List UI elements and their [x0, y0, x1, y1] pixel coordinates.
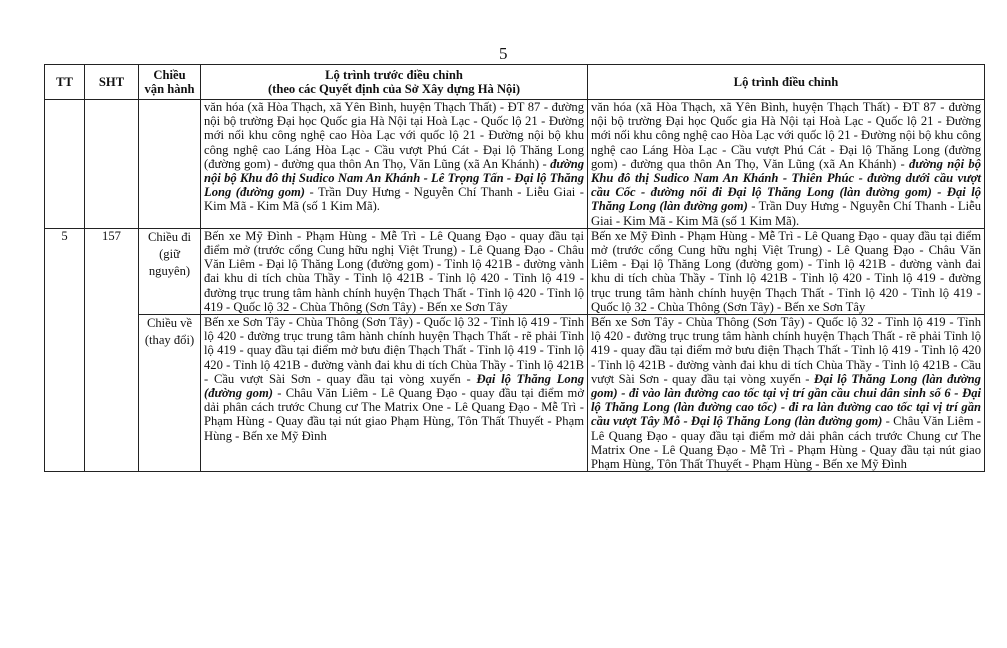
- cell-direction-return: [139, 315, 201, 472]
- header-route-before: [201, 65, 588, 100]
- direction-outbound-line2: (giữ: [159, 246, 180, 261]
- direction-outbound-line3: nguyên): [148, 263, 191, 278]
- cell-route-before: [201, 100, 588, 229]
- route-segment-changed: Đại lộ Thăng Long (đường gom): [204, 371, 585, 401]
- route-adjustment-table: [44, 64, 985, 472]
- route-segment-changed: đường nội bộ Khu đô thị Sudico Nam An Khánh - Thiên Phúc - đường dưới cầu vượt cầu Cốc - đường nối đi Đại lộ Thăng Long (làn đường gom) - Đại lộ Thăng Long (làn đường gom): [591, 156, 982, 214]
- route-segment: văn hóa (xã Hòa Thạch, xã Yên Bình, huyện Thạch Thất) - ĐT 87 - đường nội bộ trường Đại học Quốc gia Hà Nội tại Hoà Lạc - Quốc lộ 21 - Đường mới nối khu công nghệ cao Hòa Lạc với quốc lộ 21 - Đường nội bộ khu công nghệ cao Láng Hòa Lạc - Cầu vượt Phú Cát - Đại lộ Thăng Long (đường gom) - đường qua thôn An Thọ, Văn Lũng (xã An Khánh) -: [204, 100, 584, 171]
- header-route-before-line2: (theo các Quyết định của Sở Xây dựng Hà Nội): [267, 82, 521, 96]
- route-segment: Bến xe Sơn Tây - Chùa Thông (Sơn Tây) - Quốc lộ 32 - Tỉnh lộ 419 - Tỉnh lộ 420 - đường trục trung tâm hành chính huyện Thạch Thất - rẽ phải Tỉnh lộ 419 - quay đầu tại điểm mở bưu điện Thạch Thất - Tỉnh lộ 419 - Tỉnh lộ 420 - Tỉnh lộ 421B - đường vành đai khu di tích Chùa Thầy - Tỉnh lộ 421B - Cầu vượt Sài Sơn - quay đầu tại vòng xuyến -: [591, 315, 981, 386]
- header-direction-line2: vận hành: [144, 82, 195, 96]
- header-sht: SHT: [85, 65, 139, 100]
- route-segment: - Châu Văn Liêm - Lê Quang Đạo - quay đầu tại điểm mở dải phân cách trước Chung cư The Matrix One - Lê Quang Đạo - Mễ Trì - Phạm Hùng - Quay đầu tại nút giao Phạm Hùng, Tôn Thất Thuyết - Phạm Hùng - Bến xe Mỹ Đình: [204, 386, 584, 443]
- cell-direction-outbound: [139, 228, 201, 314]
- table-header-row: [45, 65, 985, 100]
- route-segment: - Châu Văn Liêm - Lê Quang Đạo - quay đầu tại điểm mở dải phân cách trước Chung cư The Matrix One - Lê Quang Đạo - Mễ Trì - Phạm Hùng - Quay đầu tại nút giao Phạm Hùng, Tôn Thất Thuyết - Phạm Hùng - Bến xe Mỹ Đình: [591, 414, 982, 472]
- route-segment: văn hóa (xã Hòa Thạch, xã Yên Bình, huyện Thạch Thất) - ĐT 87 - đường nội bộ trường Đại học Quốc gia Hà Nội tại Hoà Lạc - Quốc lộ 21 - Đường mới nối khu công nghệ cao Hòa Lạc với quốc lộ 21 - Đường nội bộ khu công nghệ cao Láng Hòa Lạc - Cầu vượt Phú Cát - Đại lộ Thăng Long (đường gom) - đường qua thôn An Thọ, Văn Lũng (xã An Khánh) -: [591, 100, 981, 171]
- cell-empty: [45, 100, 85, 229]
- cell-empty: [139, 100, 201, 229]
- cell-outbound-before: [201, 228, 588, 314]
- cell-tt: 5: [45, 228, 85, 471]
- header-tt: TT: [45, 65, 85, 100]
- cell-outbound-after: [588, 228, 985, 314]
- route-segment-changed: đường nội bộ Khu đô thị Sudico Nam An Khánh - Lê Trọng Tấn - Đại lộ Thăng Long (đường gom): [204, 156, 584, 200]
- header-route-after: Lộ trình điều chỉnh: [588, 65, 985, 100]
- header-route-before-line1: Lộ trình trước điều chỉnh: [325, 68, 463, 82]
- cell-sht: 157: [85, 228, 139, 471]
- cell-route-after: [588, 100, 985, 229]
- page-number: 5: [499, 44, 508, 63]
- route-segment: Bến xe Mỹ Đình - Phạm Hùng - Mễ Trì - Lê Quang Đạo - quay đầu tại điểm mở (trước cổng Cung hữu nghị Việt Trung) - Lê Quang Đạo - Châu Văn Liêm - Đại lộ Thăng Long (đường gom) - Tỉnh lộ 421B - đường vành đai khu di tích chùa Thầy - Tỉnh lộ 421B - Tỉnh lộ 420 - Tỉnh lộ 419 - đường trục trung tâm hành chính huyện Thạch Thất - Tỉnh lộ 420 - Tỉnh lộ 419 - Quốc lộ 32 - Chùa Thông (Sơn Tây) - Bến xe Sơn Tây: [591, 228, 981, 314]
- header-direction: [139, 65, 201, 100]
- cell-return-after: [588, 315, 985, 472]
- table-row-return: [45, 315, 985, 472]
- route-segment: Bến xe Mỹ Đình - Phạm Hùng - Mễ Trì - Lê Quang Đạo - quay đầu tại điểm mở (trước cổng Cung hữu nghị Việt Trung) - Lê Quang Đạo - Châu Văn Liêm - Đại lộ Thăng Long (đường gom) - Tỉnh lộ 421B - đường vành đai khu di tích chùa Thầy - Tỉnh lộ 421B - Tỉnh lộ 420 - Tỉnh lộ 419 - đường trục trung tâm hành chính huyện Thạch Thất - Tỉnh lộ 420 - Tỉnh lộ 419 - Quốc lộ 32 - Chùa Thông (Sơn Tây) - Bến xe Sơn Tây: [204, 228, 584, 314]
- route-segment: - Trần Duy Hưng - Nguyễn Chí Thanh - Liễu Giai - Kim Mã - Kim Mã (số 1 Kim Mã).: [591, 199, 981, 228]
- header-direction-line1: Chiều: [153, 68, 186, 82]
- route-segment: - Trần Duy Hưng - Nguyễn Chí Thanh - Liễu Giai - Kim Mã - Kim Mã (số 1 Kim Mã).: [204, 185, 584, 214]
- route-segment: Bến xe Sơn Tây - Chùa Thông (Sơn Tây) - Quốc lộ 32 - Tỉnh lộ 419 - Tỉnh lộ 420 - đường trục trung tâm hành chính huyện Thạch Thất - rẽ phải Tỉnh lộ 419 - quay đầu tại điểm mở bưu điện Thạch Thất - Tỉnh lộ 419 - Tỉnh lộ 420 - Tỉnh lộ 421B - đường vành đai khu di tích Chùa Thầy - Tỉnh lộ 421B - Cầu vượt Sài Sơn - quay đầu tại vòng xuyến -: [204, 315, 584, 386]
- cell-empty: [85, 100, 139, 229]
- direction-return-line1: Chiều về: [146, 316, 193, 331]
- direction-outbound-line1: Chiều đi: [147, 229, 192, 244]
- direction-return-line2: (thay đổi): [144, 333, 195, 348]
- cell-return-before: [201, 315, 588, 472]
- table-row-outbound: [45, 228, 985, 314]
- table-row-continuation: [45, 100, 985, 229]
- route-segment-changed: Đại lộ Thăng Long (làn đường gom) - đi vào làn đường cao tốc tại vị trí gần cầu chui dân sinh số 6 - Đại lộ Thăng Long (làn đường cao tốc) - đi ra làn đường cao tốc tại vị trí gần cầu vượt Tây Mỗ - Đại lộ Thăng Long (làn đường gom): [591, 371, 981, 429]
